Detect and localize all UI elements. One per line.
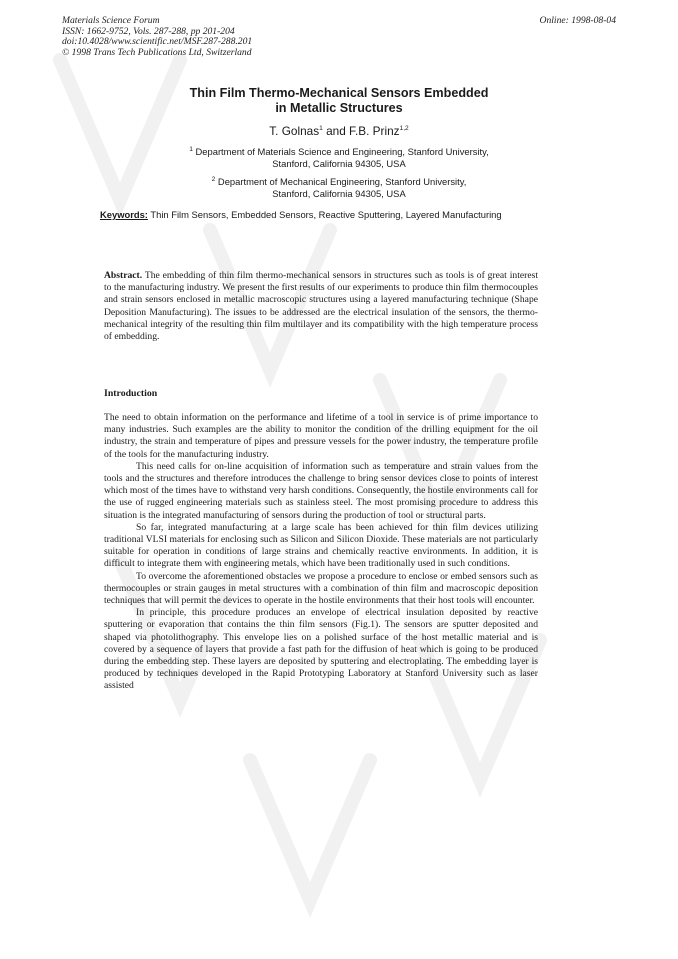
intro-paragraph-4: To overcome the aforementioned obstacles we propose a procedure to enclose or embed sensors such as thermocouples or strain gauges in metal structures with a combination of thin film and macroscopic deposition techniques that will permit the devices to operate in the hostile environments that their host tools will encounter. (104, 570, 538, 607)
affiliation-1 (100, 146, 578, 169)
publication-info (62, 16, 382, 58)
title-line-2: in Metallic Structures (275, 100, 403, 115)
author-prinz-affil: 1,2 (399, 125, 409, 133)
doi-line: doi:10.4028/www.scientific.net/MSF.287-288.201 (62, 36, 253, 48)
keywords-text: Thin Film Sensors, Embedded Sensors, Reactive Sputtering, Layered Manufacturing (147, 209, 502, 220)
abstract (104, 270, 538, 343)
affiliation-2-line-2: Stanford, California 94305, USA (272, 187, 406, 199)
introduction-heading: Introduction (104, 388, 158, 399)
affiliation-2-sup: 2 (211, 175, 216, 183)
keywords (100, 209, 520, 220)
author-list (100, 124, 578, 138)
author-golnas-affil: 1 (319, 125, 323, 133)
title-line-1: Thin Film Thermo-Mechanical Sensors Embedded (189, 86, 489, 100)
copyright-line: © 1998 Trans Tech Publications Ltd, Switzerland (62, 46, 252, 58)
affiliation-1-sup: 1 (189, 145, 193, 153)
online-date: Online: 1998-08-04 (539, 15, 616, 26)
journal-name: Materials Science Forum (62, 15, 160, 26)
intro-paragraph-1: The need to obtain information on the performance and lifetime of a tool in service is of prime importance to many industries. Such examples are the ability to monitor the condition of the drilling equipment for the oil industry, the strain and temperature of pipes and pressure vessels for the power industry, the temperature profile of the tools for the manufacturing industry. (104, 412, 538, 460)
affiliation-1-line-2: Stanford, California 94305, USA (272, 157, 406, 169)
affiliation-2 (100, 176, 578, 199)
abstract-label: Abstract. (104, 270, 143, 281)
intro-paragraph-2: This need calls for on-line acquisition of information such as temperature and strain values from the tools and the structures and therefore introduces the challenge to bring sensor devices close to points of interest which most of the times have to withstand very harsh conditions. Consequently, the hostile environments call for the use of rugged engineering materials such as stainless steel. The most promising procedure to address this situation is the integrated manufacturing of sensors during the production of tool or structural parts. (104, 460, 538, 521)
author-prinz: F.B. Prinz (349, 124, 400, 138)
intro-paragraph-3: So far, integrated manufacturing at a large scale has been achieved for thin film devices utilizing traditional VLSI materials for enclosing such as Silicon and Silicon Dioxide. These materials are not particularly suitable for operation in conditions of large strains and chemically reactive environments. In addition, it is difficult to integrate them with engineering metals, which have been traditionally used in such conditions. (104, 521, 538, 570)
abstract-text: The embedding of thin film thermo-mechanical sensors in structures such as tools is of great interest to the manufacturing industry. We present the first results of our experiments to produce thin film thermocouples and strain sensors enclosed in metallic macroscopic structures using a layered manufacturing technique (Shape Deposition Manufacturing). The issues to be addressed are the electrical insulation of the sensors, the thermo-mechanical integrity of the resulting thin film multilayer and its compatibility with the high temperature process of embedding. (104, 270, 538, 343)
introduction-body (104, 412, 538, 693)
author-and: and (322, 124, 350, 138)
author-golnas: T. Golnas (269, 124, 320, 138)
issn-line: ISSN: 1662-9752, Vols. 287-288, pp 201-204 (62, 25, 235, 37)
intro-paragraph-5: In principle, this procedure produces an envelope of electrical insulation deposited by reactive sputtering or evaporation that contains the thin film sensors (Fig.1). The sensors are sputter deposited and shaped via photolithography. This envelope lies on a polished surface of the host metallic material and is covered by a sequence of layers that provide a fast path for the diffusion of heat which is going to be produced during the embedding step. These layers are deposited by sputtering and electroplating. The embedding layer is produced by techniques developed in the Rapid Prototyping Laboratory at Stanford University such as laser assisted (104, 607, 538, 692)
keywords-label: Keywords: (100, 209, 148, 220)
affiliation-1-line-1: Department of Materials Science and Engineering, Stanford University, (192, 146, 489, 157)
affiliation-2-line-1: Department of Mechanical Engineering, Stanford University, (215, 176, 467, 187)
paper-title (100, 86, 578, 115)
